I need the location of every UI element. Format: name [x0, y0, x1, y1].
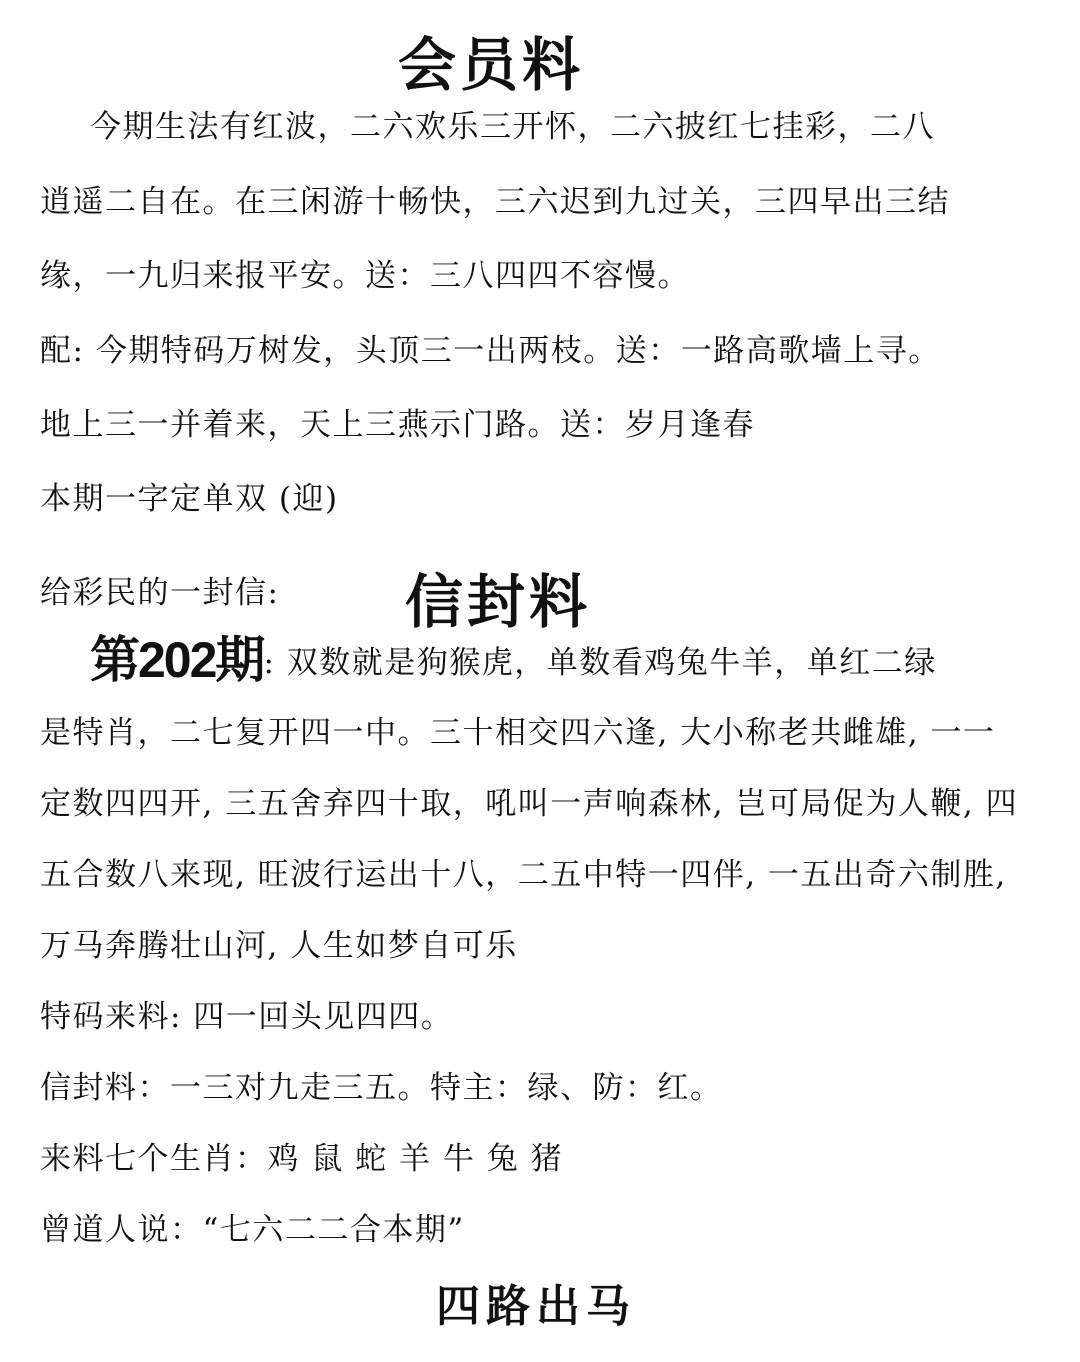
envelope-section-title: 信封料: [405, 568, 592, 636]
envelope-line-6: 信封料：一三对九走三五。特主：绿、防：红。: [40, 1070, 723, 1106]
footer-title: 四路出马: [436, 1281, 636, 1332]
envelope-line-3: 五合数八来现, 旺波行运出十八，二五中特一四伴, 一五出奇六制胜,: [40, 857, 1007, 893]
envelope-line-5: 特码来料: 四一回头见四四。: [40, 999, 454, 1035]
member-line-5: 地上三一并着来，天上三燕示门路。送：岁月逢春: [40, 407, 755, 443]
envelope-first-line: [40, 632, 937, 688]
envelope-line-7: 来料七个生肖：鸡 鼠 蛇 羊 牛 兔 猪: [40, 1141, 564, 1177]
envelope-line-4: 万马奔腾壮山河, 人生如梦自可乐: [40, 928, 518, 964]
member-line-2: 逍遥二自在。在三闲游十畅快，三六迟到九过关，三四早出三结: [40, 184, 950, 220]
period-label: 第202期: [90, 632, 264, 688]
envelope-line-1: 是特肖，二七复开四一中。三十相交四六逢, 大小称老共雌雄, 一一: [40, 715, 996, 751]
member-line-6: 本期一字定单双 (迎): [40, 481, 339, 517]
member-line-3: 缘，一九归来报平安。送：三八四四不容慢。: [40, 258, 690, 294]
envelope-first-line-text: : 双数就是狗猴虎，单数看鸡兔牛羊，单红二绿: [263, 645, 937, 681]
member-line-4: 配: 今期特码万树发，头顶三一出两枝。送：一路高歌墙上寻。: [40, 333, 941, 369]
envelope-line-2: 定数四四开, 三五舍弃四十取，吼叫一声响森林, 岂可局促为人鞭, 四: [40, 786, 1019, 822]
envelope-intro: 给彩民的一封信:: [40, 575, 280, 611]
member-line-1: 今期生法有红波，二六欢乐三开怀，二六披红七挂彩，二八: [90, 109, 935, 145]
envelope-line-8: 曾道人说：“七六二二合本期”: [40, 1212, 465, 1248]
member-section-title: 会员料: [398, 31, 585, 99]
